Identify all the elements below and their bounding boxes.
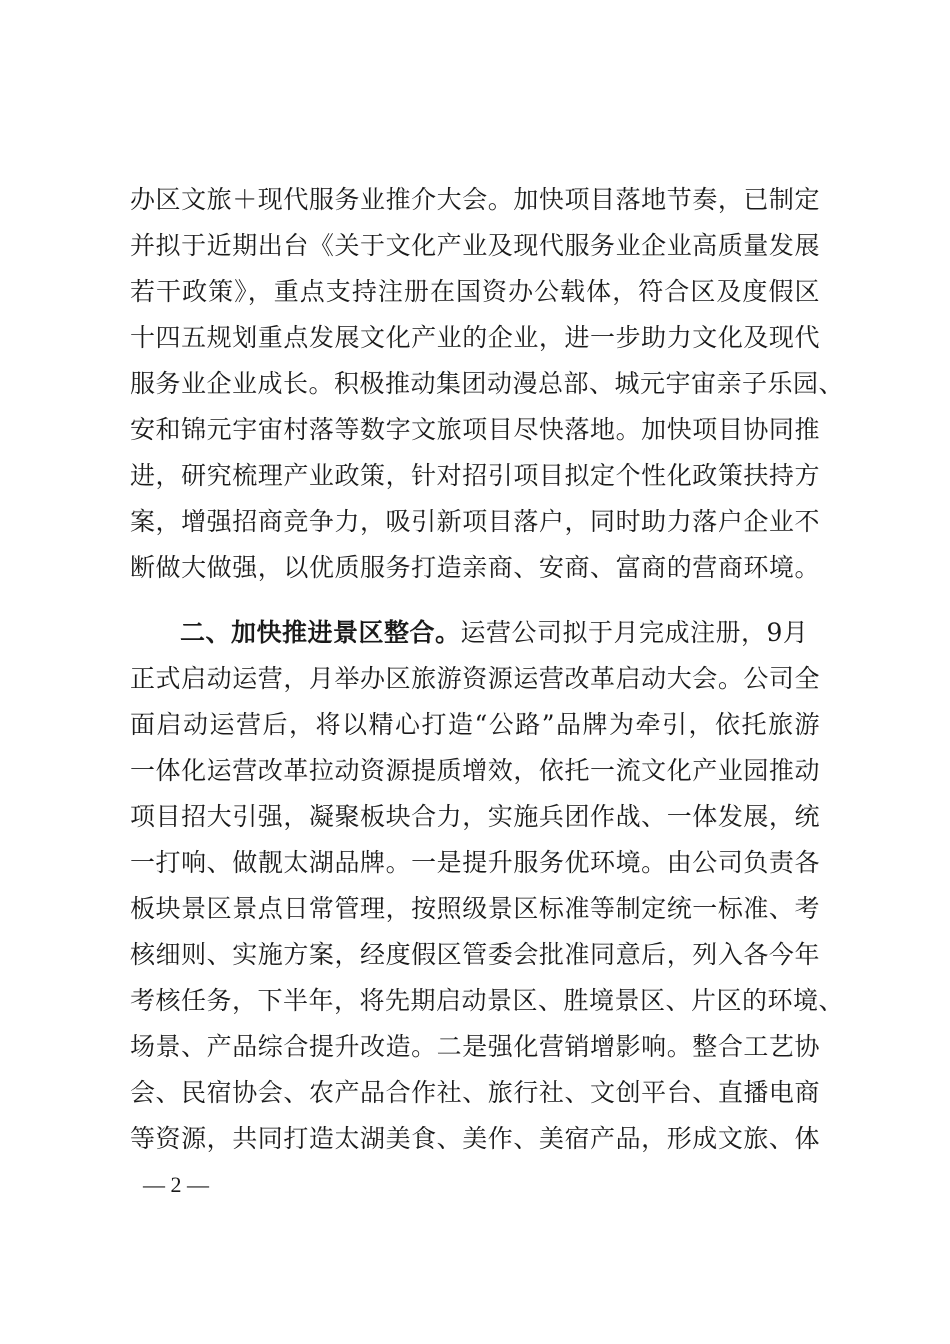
text-line: 核细则、实施方案，经度假区管委会批准同意后，列入各今年 [130, 940, 820, 969]
text-line: 正式启动运营，月举办区旅游资源运营改革启动大会。公司全 [130, 664, 820, 693]
text-line: 十四五规划重点发展文化产业的企业，进一步助力文化及现代 [130, 323, 820, 352]
text-line: 办区文旅＋现代服务业推介大会。加快项目落地节奏，已制定 [130, 185, 820, 214]
page-number: — 2 — [143, 1172, 209, 1197]
text-line: 考核任务，下半年，将先期启动景区、胜境景区、片区的环境、 [130, 986, 845, 1015]
text-line: 一体化运营改革拉动资源提质增效，依托一流文化产业园推动 [130, 756, 820, 785]
text-line: 项目招大引强，凝聚板块合力，实施兵团作战、一体发展，统 [130, 802, 820, 831]
paragraph-first-line [180, 616, 820, 650]
text-run: 运营公司拟于月完成注册，9月 [460, 618, 809, 647]
text-line: 安和锦元宇宙村落等数字文旅项目尽快落地。加快项目协同推 [130, 415, 820, 444]
text-line: 会、民宿协会、农产品合作社、旅行社、文创平台、直播电商 [130, 1078, 820, 1107]
text-line: 板块景区景点日常管理，按照级景区标准等制定统一标准、考 [130, 894, 820, 923]
text-line: 断做大做强，以优质服务打造亲商、安商、富商的营商环境。 [130, 553, 820, 582]
text-line: 服务业企业成长。积极推动集团动漫总部、城元宇宙亲子乐园、 [130, 369, 845, 398]
text-line: 面启动运营后，将以精心打造“公路”品牌为牵引，依托旅游 [130, 710, 820, 739]
text-line: 等资源，共同打造太湖美食、美作、美宿产品，形成文旅、体 [130, 1124, 820, 1153]
text-line: 进，研究梳理产业政策，针对招引项目拟定个性化政策扶持方 [130, 461, 820, 490]
text-line: 一打响、做靓太湖品牌。一是提升服务优环境。由公司负责各 [130, 848, 820, 877]
text-line: 案，增强招商竞争力，吸引新项目落户，同时助力落户企业不 [130, 507, 820, 536]
section-heading: 二、加快推进景区整合。 [180, 618, 461, 647]
text-line: 并拟于近期出台《关于文化产业及现代服务业企业高质量发展 [130, 231, 820, 260]
text-line: 若干政策》，重点支持注册在国资办公载体，符合区及度假区 [130, 277, 820, 306]
text-line: 场景、产品综合提升改造。二是强化营销增影响。整合工艺协 [130, 1032, 820, 1061]
